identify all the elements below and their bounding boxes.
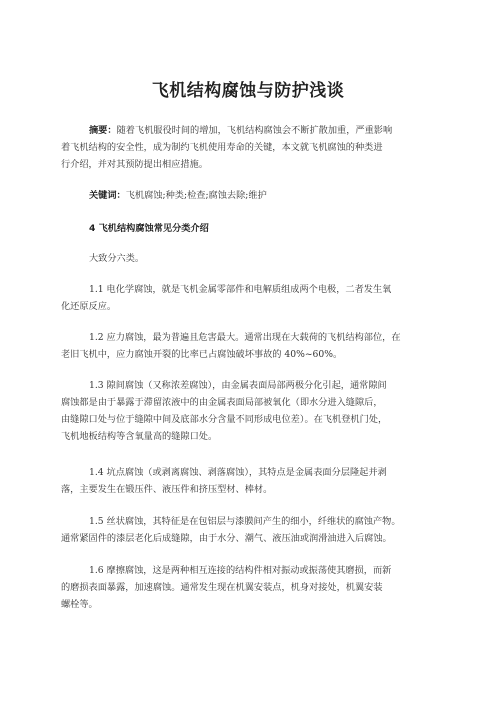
item-1-4-paragraph (61, 464, 439, 498)
abstract-text-line-2: 着飞机结构的安全性，成为制约飞机使用寿命的关键，本文就飞机腐蚀的种类进 (61, 142, 383, 153)
item-1-1-paragraph (61, 281, 439, 315)
intro-text: 大致分六类。 (89, 253, 145, 264)
item-line: 腐蚀都是由于暴露于滞留浓液中的由金属表面局部被氧化（即水分进入缝隙后， (61, 397, 383, 408)
section-heading: 4 飞机结构腐蚀常见分类介绍 (89, 223, 209, 234)
item-line: 由缝隙口处与位于缝隙中间及底部水分含量不同形成电位差）。在飞机登机门处， (61, 414, 388, 425)
abstract-label: 摘要： (89, 125, 117, 136)
item-line: 落，主要发生在锻压件、液压件和挤压型材、棒材。 (61, 484, 273, 495)
item-line: 飞机地板结构等含氧量高的缝隙口处。 (61, 431, 218, 442)
document-title: 飞机结构腐蚀与防护浅谈 (151, 81, 345, 101)
item-line: 老旧飞机中，应力腐蚀开裂的比率已占腐蚀破坏事故的 40%~60%。 (61, 349, 343, 360)
item-line: 1.5 丝状腐蚀，其特征是在包铝层与漆膜间产生的细小，纤维状的腐蚀产物。 (89, 516, 401, 527)
item-line: 1.6 摩擦腐蚀，这是两种相互连接的结构件相对振动或振荡使其磨损，而新 (89, 565, 392, 576)
item-1-6-paragraph (61, 562, 439, 613)
section-heading-block (61, 220, 439, 237)
item-line: 螺栓等。 (61, 599, 98, 610)
keywords-text: 飞机腐蚀;种类;检查;腐蚀去除;维护 (125, 190, 267, 201)
keywords-label: 关键词： (89, 190, 126, 201)
item-line: 1.1 电化学腐蚀，就是飞机金属零部件和电解质组成两个电极，二者发生氧 (89, 284, 392, 295)
item-line: 的磨损表面暴露，加速腐蚀。通常发生现在机翼安装点，机身对接处，机翼安装 (61, 582, 383, 593)
item-line: 化还原反应。 (61, 301, 117, 312)
keywords-paragraph (61, 187, 439, 204)
abstract-paragraph (61, 122, 439, 173)
item-1-3-paragraph (61, 377, 439, 445)
item-line: 1.3 隙间腐蚀（又称浓差腐蚀），由金属表面局部两极分化引起，通常隙间 (89, 380, 387, 391)
item-1-2-paragraph (61, 329, 439, 363)
item-line: 1.4 坑点腐蚀（或剥离腐蚀、剥落腐蚀），其特点是金属表面分层隆起并剥 (89, 467, 387, 478)
intro-paragraph (61, 250, 439, 267)
item-line: 1.2 应力腐蚀，最为普遍且危害最大。通常出现在大载荷的飞机结构部位，在 (89, 332, 401, 343)
abstract-text-line-3: 行介绍，并对其预防提出相应措施。 (61, 159, 208, 170)
item-line: 通常紧固件的漆层老化后成缝隙，由于水分、潮气、液压油或润滑油进入后腐蚀。 (61, 533, 392, 544)
item-1-5-paragraph (61, 513, 439, 547)
abstract-text-line-1: 随着飞机服役时间的增加，飞机结构腐蚀会不断扩散加重，严重影响 (116, 125, 393, 136)
